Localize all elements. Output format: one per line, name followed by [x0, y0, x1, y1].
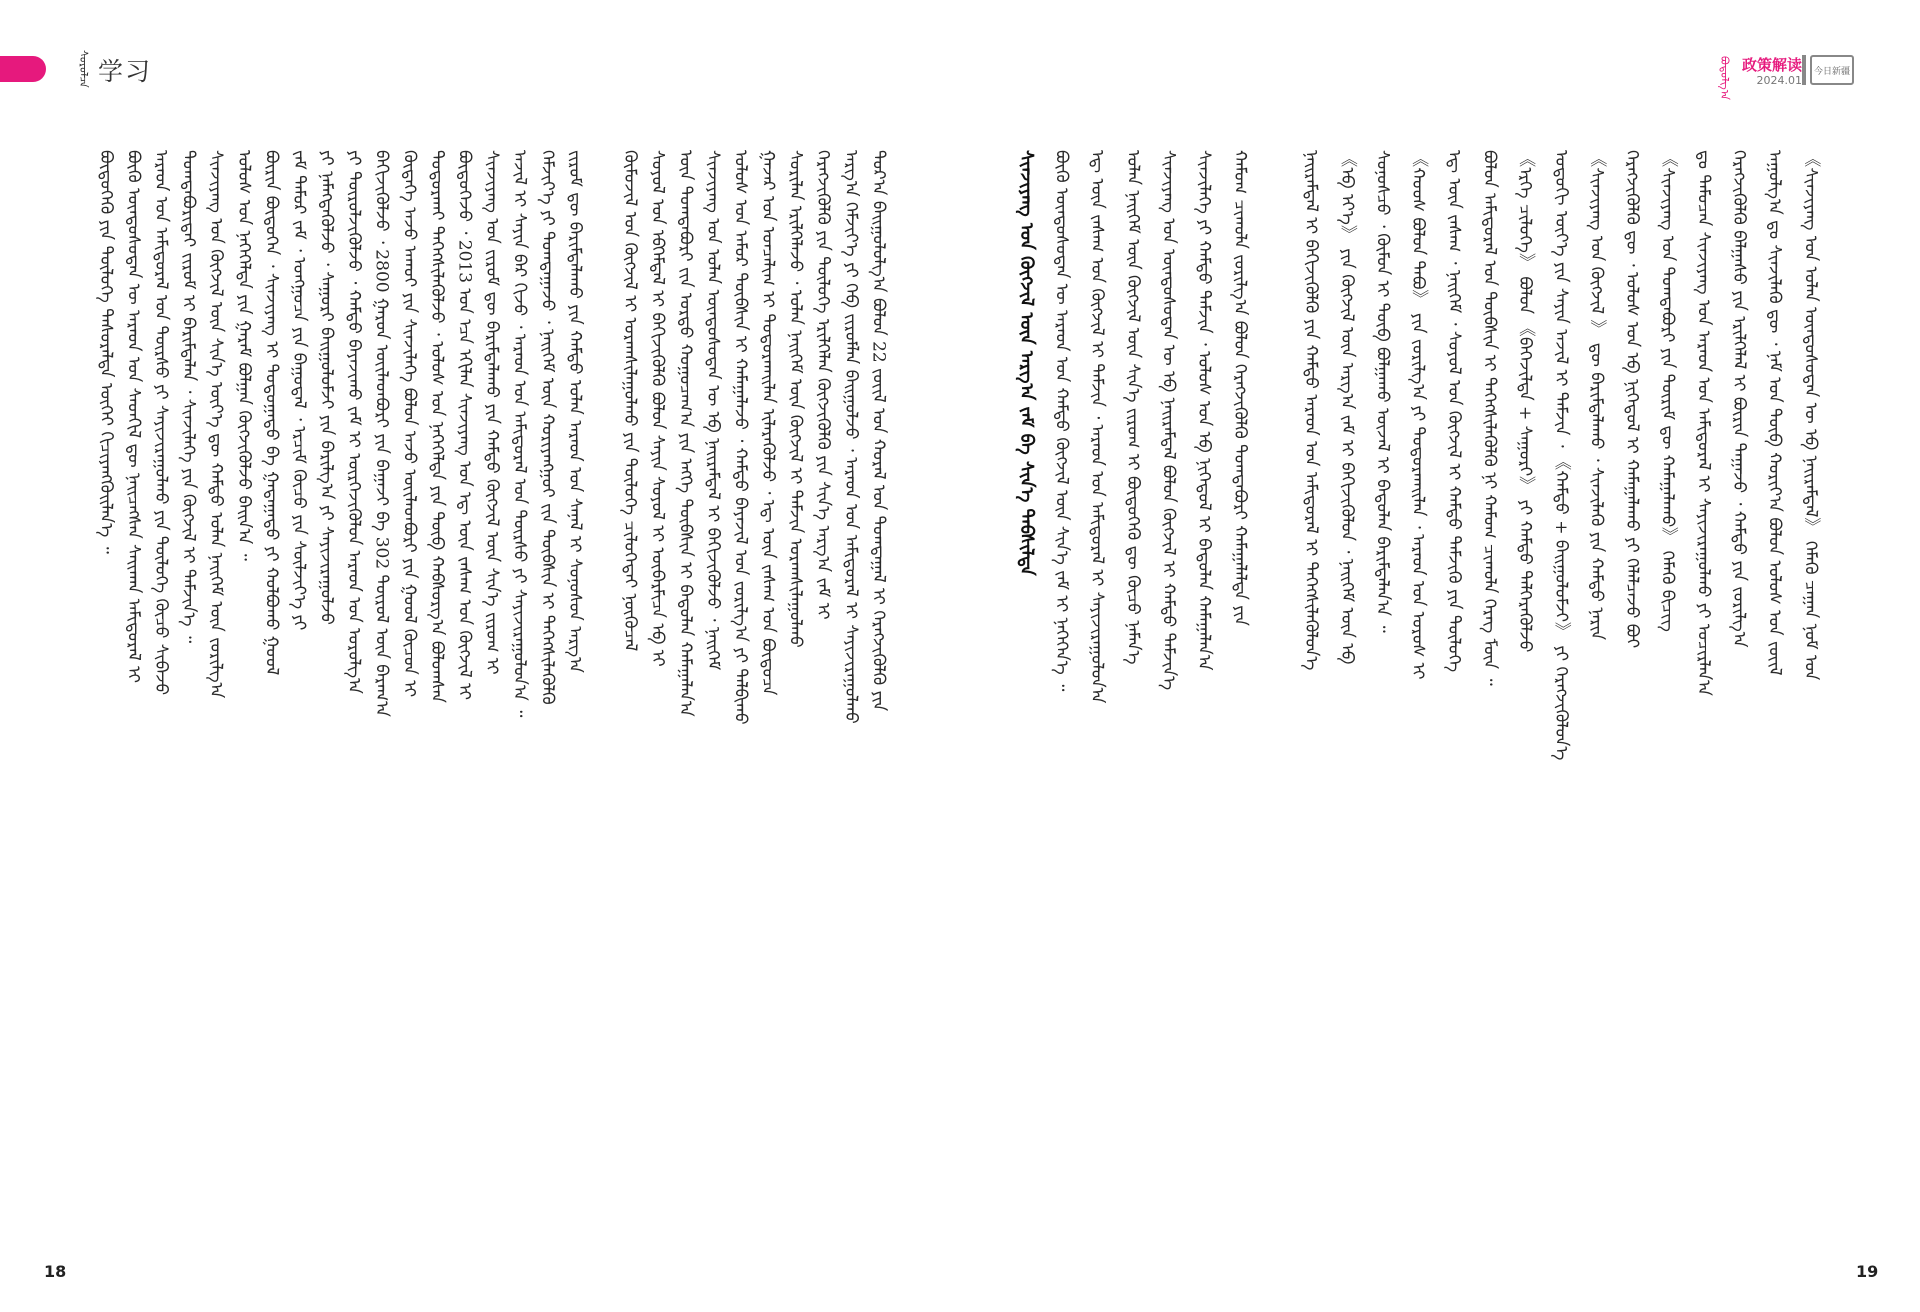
text-column: ᠰᠢᠨᠵᠢᠶᠠᠩ ᠤᠨ ᠬᠥᠭᠵᠢᠯ ᠦᠨ ᠰᠢᠨ᠎ᠡ ᠦᠶ᠎ᠡ ᠳᠦ ᠬᠠᠮᠲᠤ ᠣᠯᠠᠨ ᠨᠡᠢᠭᠡᠮ ᠦᠨ ᠵᠣᠷᠢᠯᠭ᠎ᠠ	[206, 150, 226, 699]
left-page-text	[88, 150, 888, 1240]
text-column: ᠤᠯᠤᠰ ᠤᠨ ᠨᠡᠭᠡᠭᠡᠯᠲᠡ ᠶᠢᠨ ᠭᠠᠷᠠᠮ ᠪᠣᠯᠭᠠᠨ ᠬᠥᠭᠵᠢᠭᠦᠯᠵᠦ ᠪᠠᠢᠨ᠎ᠠ ᠃	[233, 150, 254, 561]
text-column: 《ᠰᠢᠨᠵᠢᠶᠠᠩ ᠤᠨ ᠲᠣᠭᠲᠠᠪᠤᠷᠢ ᠶᠢᠨ ᠳᠦᠷᠢᠮ ᠳᠦ ᠬᠠᠮᠠᠭᠠᠯᠠᠬᠤ》 ᠬᠡᠮᠡᠬᠦ ᠪᠢᠴᠢᠭ	[1657, 150, 1678, 632]
text-column: 《ᠡᠷᠬᠡ ᠴᠢᠯᠥᠭᠡ》 ᠪᠣᠯᠤᠨ 《ᠪᠡᠬᠡᠵᠢᠯᠲᠡ + ᠰᠠᠭᠤᠷᠢ》 ᠶᠢ ᠬᠠᠮᠲᠤ ᠳᠡᠯᠭᠡᠷᠡᠭᠦᠯᠵᠦ	[1515, 150, 1536, 653]
text-column: ᠬᠥᠳᠡᠭᠡ ᠠᠵᠤ ᠠᠬᠤᠢ ᠶᠢᠨ ᠰᠢᠨᠵᠢᠯᠡᠭᠡ ᠪᠣᠯᠤᠨ ᠠᠵᠤ ᠦᠢᠯᠡᠳᠪᠦᠷᠢ ᠶᠢᠨ ᠭᠣᠣᠯ ᠬᠦᠴᠦᠨ ᠢ	[399, 150, 419, 698]
text-column: 《ᠡᠪ ᠡᠶ᠎ᠡ》 ᠶᠢᠨ ᠬᠥᠭᠵᠢᠯ ᠦᠨ ᠠᠷᠭ᠎ᠠ ᠵᠠᠮ ᠢ ᠪᠡᠬᠢᠵᠢᠭᠦᠯᠦᠨ ᠂ ᠨᠡᠢᠭᠡᠮ ᠦᠨ ᠡᠪ	[1336, 150, 1357, 665]
text-column: ᠡᠳ᠋ ᠦᠨ ᠵᠠᠰᠠᠭ ᠂ ᠨᠡᠢᠭᠡᠮ ᠂ ᠰᠣᠶᠣᠯ ᠤᠨ ᠬᠥᠭᠵᠢᠯ ᠢ ᠬᠠᠮᠲᠤ ᠳᠡᠮᠵᠢᠬᠦ ᠶᠢᠨ ᠲᠥᠯᠥᠭᠡ	[1443, 150, 1464, 673]
text-column: ᠣᠳᠣᠬᠢ ᠦᠶ᠎ᠡ ᠶᠢᠨ ᠰᠠᠶᠢᠨ ᠠᠵᠢᠯ ᠢ ᠳᠡᠮᠵᠢᠨ ᠂ 《ᠬᠠᠮᠲᠤ + ᠪᠠᠢᠭᠤᠯᠤᠮᠵᠢ》 ᠶᠢ ᠬᠡᠷᠡᠭᠵᠢᠭᠦᠯᠦᠨ᠎ᠡ	[1550, 150, 1571, 761]
text-column: ᠪᠦᠬᠦ ᠦᠨᠳᠦᠰᠦᠲᠡᠨ ᠦ ᠠᠷᠠᠳ ᠤᠨ ᠬᠠᠮᠲᠤ ᠬᠥᠭᠵᠢᠯ ᠦᠨ ᠰᠢᠨ᠎ᠡ ᠵᠠᠮ ᠢ ᠨᠡᠭᠡᠭᠡᠨ᠎ᠡ ᠃	[1051, 150, 1072, 692]
text-column: 《ᠰᠢᠨᠵᠢᠶᠠᠩ ᠤᠨ ᠬᠥᠭᠵᠢᠯ 》 ᠳᠦ ᠪᠠᠷᠢᠮᠲᠠᠯᠠᠬᠤ ᠂ ᠰᠢᠨᠵᠢᠯᠡᠬᠦ ᠶᠢᠨ ᠬᠠᠮᠲᠤ ᠨᠠᠷᠢᠨ	[1586, 150, 1607, 641]
text-column: ᠰᠢᠨᠵᠢᠶᠠᠩ ᠤᠨ ᠣᠯᠠᠨ ᠦᠨᠳᠦᠰᠦᠲᠡᠨ ᠦ ᠡᠪ ᠨᠠᠢᠷᠠᠮᠳᠠᠯ ᠢ ᠪᠡᠬᠢᠵᠢᠭᠦᠯᠵᠦ ᠂ ᠨᠡᠢᠭᠡᠮ	[702, 150, 723, 671]
text-column: ᠰᠣᠶᠣᠯ ᠤᠨ ᠡᠪᠬᠡᠮᠳᠡᠯ ᠢ ᠪᠡᠬᠢᠵᠢᠭᠦᠯᠬᠦ ᠪᠣᠯᠣᠨ ᠰᠠᠶᠢᠨ ᠰᠣᠶᠣᠯ ᠢ ᠥᠪᠡᠷᠮᠢᠴᠡ ᠡᠪ ᠡᠢ	[647, 150, 668, 667]
right-page-text	[1008, 150, 1828, 1240]
text-column: ᠳᠤ ᠲᠡᠮᠦᠴᠡᠨ ᠰᠢᠨᠵᠢᠶᠠᠩ ᠤᠨ ᠠᠷᠠᠳ ᠤᠨ ᠠᠮᠢᠳᠤᠷᠠᠯ ᠢ ᠰᠠᠶᠢᠵᠢᠷᠠᠭᠤᠯᠬᠤ ᠶᠢ ᠤᠴᠢᠷᠯᠠᠨ᠎ᠠ	[1693, 150, 1714, 696]
text-column: ᠰᠢᠨᠵᠢᠶᠠᠩ ᠤᠨ ᠵᠢᠷᠤᠮ ᠳᠦ ᠪᠠᠷᠢᠮᠲᠠᠯᠠᠬᠤ ᠶᠢᠨ ᠬᠠᠮᠲᠤ ᠬᠥᠭᠵᠢᠯ ᠦᠨ ᠰᠢᠨ᠎ᠡ ᠵᠢᠷᠤᠭ ᠢ	[482, 150, 502, 675]
text-column: ᠲᠣᠭᠲᠠᠪᠤᠷᠢᠲᠠᠢ ᠵᠢᠷᠤᠮ ᠢ ᠪᠠᠷᠢᠮᠲᠠᠯᠠᠨ ᠂ ᠰᠢᠨᠵᠢᠯᠡᠭᠡ ᠶᠢᠨ ᠬᠥᠭᠵᠢᠯ ᠢ ᠳᠡᠮᠵᠢᠨ᠎ᠡ ᠃	[178, 150, 199, 644]
text-column: ᠪᠦᠷᠢᠨ ᠪᠦᠲᠦᠭᠡᠨ ᠂ ᠰᠢᠨᠵᠢᠶᠠᠩ ᠢ ᠳᠣᠲᠣᠭᠠᠳᠤ ᠪᠠ ᠭᠠᠳᠠᠭᠠᠳᠤ ᠶᠢ ᠬᠣᠯᠪᠣᠬᠤ ᠭᠣᠣᠯ	[261, 150, 281, 676]
text-column: ᠰᠢᠨᠵᠢᠶᠠᠩ ᠤᠨ ᠦᠨᠳᠦᠰᠦᠲᠡᠨ ᠦ ᠡᠪ ᠨᠠᠢᠷᠠᠮᠳᠠᠯ ᠪᠣᠯᠤᠨ ᠬᠥᠭᠵᠢᠯ ᠢ ᠬᠠᠮᠲᠤ ᠳᠡᠮᠵᠢᠨ᠎ᠡ	[1158, 150, 1179, 691]
text-column: ᠬᠠᠮᠤᠭ ᠴᠢᠬᠤᠯᠠ ᠵᠣᠷᠢᠯᠭ᠎ᠠ ᠪᠣᠯᠤᠨ ᠬᠡᠷᠡᠭᠵᠢᠭᠦᠯᠬᠦ ᠲᠣᠭᠲᠠᠪᠤᠷᠢ ᠬᠠᠮᠠᠭᠠᠯᠠᠯᠲᠠ ᠶᠢᠨ	[1229, 150, 1250, 626]
magazine-brand	[1715, 56, 1802, 100]
issue-date: 2024.01	[1756, 74, 1802, 87]
section-title-mongolian: ᠰᠤᠷᠤᠯᠴᠠ	[77, 50, 90, 88]
text-column: ᠡᠳ᠋ ᠦᠨ ᠵᠠᠰᠠᠭ ᠤᠨ ᠬᠥᠭᠵᠢᠯ ᠢ ᠳᠡᠮᠵᠢᠨ ᠂ ᠠᠷᠠᠳ ᠤᠨ ᠠᠮᠢᠳᠤᠷᠠᠯ ᠢ ᠰᠠᠶᠢᠵᠢᠷᠠᠭᠤᠯᠤᠨ᠎ᠠ	[1087, 150, 1108, 704]
text-column: ᠲᠣᠳᠣᠷᠬᠠᠢ ᠳᠡᠭᠡᠭᠰᠢᠯᠡᠭᠦᠯᠵᠦ ᠂ ᠤᠯᠤᠰ ᠤᠨ ᠨᠡᠭᠡᠭᠡᠯᠲᠡ ᠶᠢᠨ ᠲᠥᠪ ᠬᠠᠪᠰᠤᠷᠭ᠎ᠠ ᠪᠣᠯᠤᠭᠰᠠᠨ	[426, 150, 447, 703]
text-column: ᠠᠵᠢᠯ ᠢ ᠰᠠᠶᠢᠨ ᠪᠠᠷ ᠬᠢᠵᠦ ᠂ ᠠᠷᠠᠳ ᠤᠨ ᠠᠮᠢᠳᠤᠷᠠᠯ ᠤᠨ ᠳᠦᠷᠰᠦ ᠶᠢ ᠰᠠᠶᠢᠵᠢᠷᠠᠭᠤᠯᠤᠨ᠎ᠠ ᠃	[509, 150, 530, 718]
text-column: ᠬᠡᠷᠡᠭᠵᠢᠭᠦᠯᠬᠦ ᠪᠠᠯᠭᠠᠰᠤ ᠶᠢᠨ ᠡᠷᠢᠯᠬᠡᠯᠡᠯ ᠢ ᠪᠦᠷᠢᠨ ᠳᠠᠭᠠᠵᠤ ᠂ ᠬᠠᠮᠲᠤ ᠶᠢᠨ ᠵᠣᠷᠢᠯᠭ᠎ᠠ	[1729, 150, 1750, 648]
text-column: ᠦᠨ ᠲᠣᠭᠲᠠᠪᠤᠷᠢ ᠵᠢᠨ ᠤᠷᠲᠤ ᠬᠤᠭᠤᠴᠠᠭ᠎ᠠ ᠶᠢᠨ ᠡᠩᠬᠡ ᠲᠦᠪᠰᠢᠨ ᠢ ᠪᠠᠲᠤᠯᠠᠨ ᠬᠠᠮᠠᠭᠠᠯᠠᠨ᠎ᠠ	[675, 150, 695, 717]
text-column: ᠵᠢᠷᠤᠮ ᠳᠦ ᠪᠠᠷᠢᠮᠲᠠᠯᠠᠬᠤ ᠶᠢᠨ ᠬᠠᠮᠲᠤ ᠣᠯᠠᠨ ᠠᠷᠠᠳ ᠤᠨ ᠰᠠᠨᠠᠯ ᠢ ᠰᠣᠨᠣᠰᠤᠨ ᠠᠷᠭ᠎ᠠ	[564, 150, 585, 673]
text-column: 《ᠰᠢᠨᠵᠢᠶᠠᠩ ᠤᠨ ᠣᠯᠠᠨ ᠦᠨᠳᠦᠰᠦᠲᠡᠨ ᠦ ᠡᠪ ᠨᠠᠢᠷᠠᠮᠳᠠᠯ》 ᠬᠡᠮᠡᠬᠦ ᠴᠠᠭᠠᠨ ᠨᠣᠮ ᠤᠨ	[1800, 150, 1821, 681]
text-column: ᠶᠢ ᠲᠥᠷᠥᠯᠵᠢᠭᠦᠯᠵᠦ ᠂ ᠬᠠᠮᠲᠤ ᠪᠠᠶᠠᠵᠢᠬᠤ ᠵᠠᠮ ᠢ ᠥᠷᠭᠡᠵᠢᠭᠦᠯᠦᠨ ᠠᠷᠠᠳ ᠤᠨ ᠣᠷᠣᠯᠭ᠎ᠠ	[344, 150, 364, 694]
text-column: ᠬᠡᠮᠵᠢᠶ᠎ᠡ ᠶᠢ ᠲᠣᠭᠲᠠᠭᠠᠵᠤ ᠂ ᠨᠡᠢᠭᠡᠮ ᠦᠨ ᠬᠣᠷᠢᠶᠠᠩᠭᠤᠢ ᠵᠢᠨ ᠲᠦᠪᠰᠢᠨ ᠢ ᠳᠡᠭᠡᠭᠰᠢᠯᠡᠭᠦᠯᠬᠦ	[537, 150, 557, 705]
text-column: ᠵᠠᠮ ᠲᠡᠮᠦᠷ ᠵᠠᠮ ᠂ ᠣᠨᠭᠭᠣᠴᠠ ᠶᠢᠨ ᠪᠠᠭᠤᠳᠠᠯ ᠂ ᠡᠷᠴᠢᠮ ᠬᠦᠴᠦ ᠶᠢᠨ ᠰᠦᠯᠵᠢᠶ᠎ᠡ ᠶᠢ	[288, 150, 309, 631]
text-column: ᠬᠦᠮᠦᠵᠢᠯ ᠤᠨ ᠬᠥᠭᠵᠢᠯ ᠢ ᠤᠷᠠᠭᠰᠢᠯᠠᠭᠤᠯᠬᠤ ᠶᠢᠨ ᠲᠥᠯᠥᠭᠡ ᠴᠢᠯᠤᠭᠡᠲᠡᠢ ᠨᠥᠬᠦᠴᠡᠯ	[620, 150, 640, 652]
page-number-left: 18	[44, 1262, 67, 1281]
text-column: ᠪᠦᠬᠦ ᠦᠨᠳᠦᠰᠦᠲᠡᠨ ᠦ ᠠᠷᠠᠳ ᠤᠨ ᠰᠡᠳᠬᠢᠯ ᠳᠦ ᠨᠡᠢᠴᠡᠭᠰᠡᠨ ᠰᠠᠢᠬᠠᠨ ᠠᠮᠢᠳᠤᠷᠠᠯ ᠢ	[123, 150, 143, 684]
logo-bar	[1802, 55, 1806, 85]
article-heading: ᠰᠢᠨᠵᠢᠶᠠᠩ ᠤᠨ ᠬᠥᠭᠵᠢᠯ ᠦᠨ ᠠᠷᠭ᠎ᠠ ᠵᠠᠮ ᠪᠠ ᠰᠢᠨ᠎ᠡ ᠳᠡᠪᠰᠢᠯᠲᠡ	[1015, 150, 1037, 576]
brand-mongolian: ᠪᠣᠳᠣᠯᠭ᠎ᠠ	[1717, 56, 1731, 100]
text-column: ᠭᠠᠵᠠᠷ ᠤᠨ ᠣᠨᠴᠠᠯᠢᠭ ᠢ ᠲᠣᠳᠣᠷᠬᠠᠢᠯᠠᠨ ᠢᠯᠡᠷᠡᠭᠦᠯᠵᠦ ᠂ ᠡᠳ᠋ ᠦᠨ ᠵᠠᠰᠠᠭ ᠤᠨ ᠪᠦᠲᠦᠴᠡ	[758, 150, 778, 696]
text-column: ᠰᠣᠨᠣᠰᠴᠤ ᠂ ᠬᠦᠮᠦᠨ ᠢ ᠲᠥᠪ ᠪᠣᠯᠭᠠᠬᠤ ᠦᠵᠡᠯ ᠢ ᠪᠠᠲᠤᠯᠠᠨ ᠪᠠᠷᠢᠮᠲᠠᠯᠠᠨ᠎ᠠ ᠃	[1372, 150, 1393, 633]
text-column: ᠠᠭᠤᠯᠭ᠎ᠠ ᠳᠤ ᠰᠢᠨᠵᠢᠯᠡᠬᠦ ᠳᠦ ᠂ ᠨᠠᠮ ᠤᠨ ᠲᠥᠪ ᠬᠣᠷᠢᠶ᠎ᠠ ᠪᠣᠯᠤᠨ ᠤᠯᠤᠰ ᠤᠨ ᠵᠦᠢᠯ	[1764, 150, 1785, 676]
section-tab-marker	[0, 56, 46, 82]
text-column: ᠪᠦᠲᠦᠭᠡᠵᠦ ᠂ 2013 ᠣᠨ ᠡᠴᠡ ᠡᠬᠢᠯᠡᠨ ᠰᠢᠨᠵᠢᠶᠠᠩ ᠤᠨ ᠡᠳ᠋ ᠦᠨ ᠵᠠᠰᠠᠭ ᠤᠨ ᠬᠥᠭᠵᠢᠯ ᠢ	[454, 150, 475, 700]
magazine-logo: 今日新疆	[1810, 55, 1854, 85]
text-column: ᠠᠷᠠᠳ ᠤᠨ ᠠᠮᠢᠳᠤᠷᠠᠯ ᠤᠨ ᠳᠦᠷᠰᠦ ᠶᠢ ᠰᠠᠶᠢᠵᠢᠷᠠᠭᠤᠯᠬᠤ ᠶᠢᠨ ᠲᠥᠯᠥᠭᠡ ᠬᠦᠴᠦ ᠰᠢᠪᠠᠵᠤ	[150, 150, 171, 696]
text-column: ᠰᠣᠷᠢᠯᠠᠨ ᠡᠷᠢᠯᠬᠡᠯᠡᠵᠦ ᠂ ᠣᠯᠠᠨ ᠨᠡᠢᠭᠡᠮ ᠦᠨ ᠬᠥᠭᠵᠢᠯ ᠢ ᠳᠡᠮᠵᠢᠨ ᠤᠷᠠᠭᠰᠢᠯᠠᠭᠤᠯᠬᠤ	[785, 150, 806, 648]
text-column: ᠬᠡᠷᠡᠭᠵᠢᠭᠦᠯᠬᠦ ᠶᠢᠨ ᠲᠥᠯᠥᠭᠡ ᠡᠷᠢᠯᠬᠡᠯᠡᠨ ᠬᠥᠭᠵᠢᠭᠦᠯᠬᠦ ᠶᠢᠨ ᠰᠢᠨ᠎ᠡ ᠠᠷᠭ᠎ᠠ ᠵᠠᠮ ᠢ	[813, 150, 833, 620]
text-column: ᠶᠢ ᠨᠡᠮᠡᠭᠳᠡᠭᠦᠯᠵᠦ ᠂ ᠰᠠᠭᠤᠷᠢ ᠪᠠᠢᠭᠤᠯᠤᠮᠵᠢ ᠶᠢᠨ ᠪᠠᠷᠢᠯᠭ᠎ᠠ ᠶᠢ ᠰᠠᠶᠢᠵᠢᠷᠠᠭᠤᠯᠵᠤ	[316, 150, 337, 625]
text-column: ᠠᠷᠭ᠎ᠠ ᠬᠡᠮᠵᠢᠶ᠎ᠡ ᠶᠢ ᠬᠡᠪ ᠵᠢᠷᠤᠮᠯᠠᠨ ᠪᠠᠢᠭᠤᠯᠵᠤ ᠂ ᠠᠷᠠᠳ ᠤᠨ ᠠᠮᠢᠳᠤᠷᠠᠯ ᠢ ᠰᠠᠶᠢᠵᠢᠷᠠᠭᠤᠯᠬᠤ	[840, 150, 861, 724]
text-column: ᠳᠤᠷ᠎ᠠ ᠪᠠᠢᠭᠤᠯᠤᠯᠭ᠎ᠠ ᠪᠣᠯᠤᠨ 22 ᠵᠦᠢᠯ ᠤᠨ ᠬᠤᠷᠠᠯ ᠤᠨ ᠲᠣᠭᠲᠠᠭᠠᠯ ᠢ ᠬᠡᠷᠡᠭᠵᠢᠭᠦᠯᠬᠦ ᠶᠢᠨ	[868, 150, 888, 712]
text-column: ᠰᠢᠨᠵᠢᠯᠡᠭᠡ ᠶᠢ ᠬᠠᠮᠲᠤ ᠳᠡᠮᠵᠢᠨ ᠂ ᠤᠯᠤᠰ ᠤᠨ ᠡᠪ ᠨᠢᠭᠡᠳᠦᠯ ᠢ ᠪᠠᠲᠤᠯᠠᠨ ᠬᠠᠮᠠᠭᠠᠯᠠᠨ᠎ᠠ	[1194, 150, 1215, 671]
text-column: ᠤᠯᠤᠰ ᠤᠨ ᠠᠮᠤᠷ ᠲᠦᠪᠰᠢᠨ ᠢ ᠬᠠᠮᠠᠭᠠᠯᠠᠵᠤ ᠂ ᠬᠠᠮᠲᠤ ᠪᠠᠶᠠᠵᠢᠯ ᠤᠨ ᠵᠣᠷᠢᠯᠭ᠎ᠠ ᠶᠢ ᠲᠠᠯᠪᠢᠬᠤ	[730, 150, 751, 725]
section-title: 学习	[98, 57, 153, 86]
text-column: ᠬᠡᠷᠡᠭᠵᠢᠭᠦᠯᠬᠦ ᠳᠦ ᠂ ᠤᠯᠤᠰ ᠤᠨ ᠡᠪ ᠨᠢᠭᠡᠳᠦᠯ ᠢ ᠬᠠᠮᠠᠭᠠᠯᠠᠬᠤ ᠶᠢ ᠬᠡᠯᠡᠯᠴᠡᠵᠦ ᠪᠣᠢ	[1622, 150, 1643, 649]
text-column: ᠪᠡᠬᠢᠵᠢᠭᠦᠯᠵᠦ ᠂ 2800 ᠭᠠᠷᠤᠨ ᠦᠢᠯᠡᠳᠪᠦᠷᠢ ᠶᠢᠨ ᠪᠠᠭᠠᠵᠢ ᠪᠠ 302 ᠲᠥᠷᠥᠯ ᠦᠨ ᠪᠠᠷᠠᠭ᠎ᠠ	[371, 150, 392, 717]
text-column: 《ᠬᠣᠣᠰ ᠪᠣᠯᠤᠨ ᠲᠠᠪᠤ》 ᠶᠢᠨ ᠵᠣᠷᠢᠯᠭ᠎ᠠ ᠶᠢ ᠲᠣᠳᠣᠷᠬᠠᠢᠯᠠᠨ ᠂ ᠠᠷᠠᠳ ᠤᠨ ᠤᠷᠤᠰ ᠢ	[1408, 150, 1429, 680]
text-column: ᠨᠠᠢᠷᠠᠮᠳᠠᠯ ᠢ ᠪᠡᠬᠢᠵᠢᠭᠦᠯᠬᠦ ᠶᠢᠨ ᠬᠠᠮᠲᠤ ᠠᠷᠠᠳ ᠤᠨ ᠠᠮᠢᠳᠤᠷᠠᠯ ᠢ ᠳᠡᠭᠡᠭᠰᠢᠯᠡᠭᠦᠯᠦᠨ᠎ᠡ	[1301, 150, 1322, 671]
brand-title: 政策解读	[1741, 56, 1802, 74]
text-column: ᠣᠯᠠᠨ ᠨᠡᠢᠭᠡᠮ ᠦᠨ ᠬᠥᠭᠵᠢᠯ ᠦᠨ ᠰᠢᠨ᠎ᠡ ᠵᠢᠷᠤᠭ ᠢ ᠪᠦᠲᠦᠭᠡᠬᠦ ᠳᠦ ᠬᠦᠴᠦ ᠨᠡᠮᠡᠨ᠎ᠡ	[1122, 150, 1143, 665]
text-column: ᠪᠦᠲᠦᠭᠡᠬᠦ ᠶᠢᠨ ᠲᠥᠯᠥᠭᠡ ᠲᠠᠰᠤᠷᠠᠯᠲᠠ ᠦᠭᠡᠢ ᠬᠢᠴᠢᠶᠡᠩᠭᠦᠢᠯᠡᠨ᠎ᠡ ᠃	[95, 150, 116, 554]
text-column: ᠪᠣᠯᠤᠨ ᠠᠮᠢᠳᠤᠷᠠᠯ ᠤᠨ ᠲᠦᠪᠰᠢᠨ ᠢ ᠳᠡᠭᠡᠭᠰᠢᠯᠡᠭᠦᠯᠬᠦ ᠨᠢ ᠬᠠᠮᠤᠭ ᠴᠢᠬᠤᠯᠠ ᠬᠡᠷᠡᠭ ᠮᠥᠨ ᠃	[1479, 150, 1500, 686]
page-number-right: 19	[1856, 1262, 1879, 1281]
